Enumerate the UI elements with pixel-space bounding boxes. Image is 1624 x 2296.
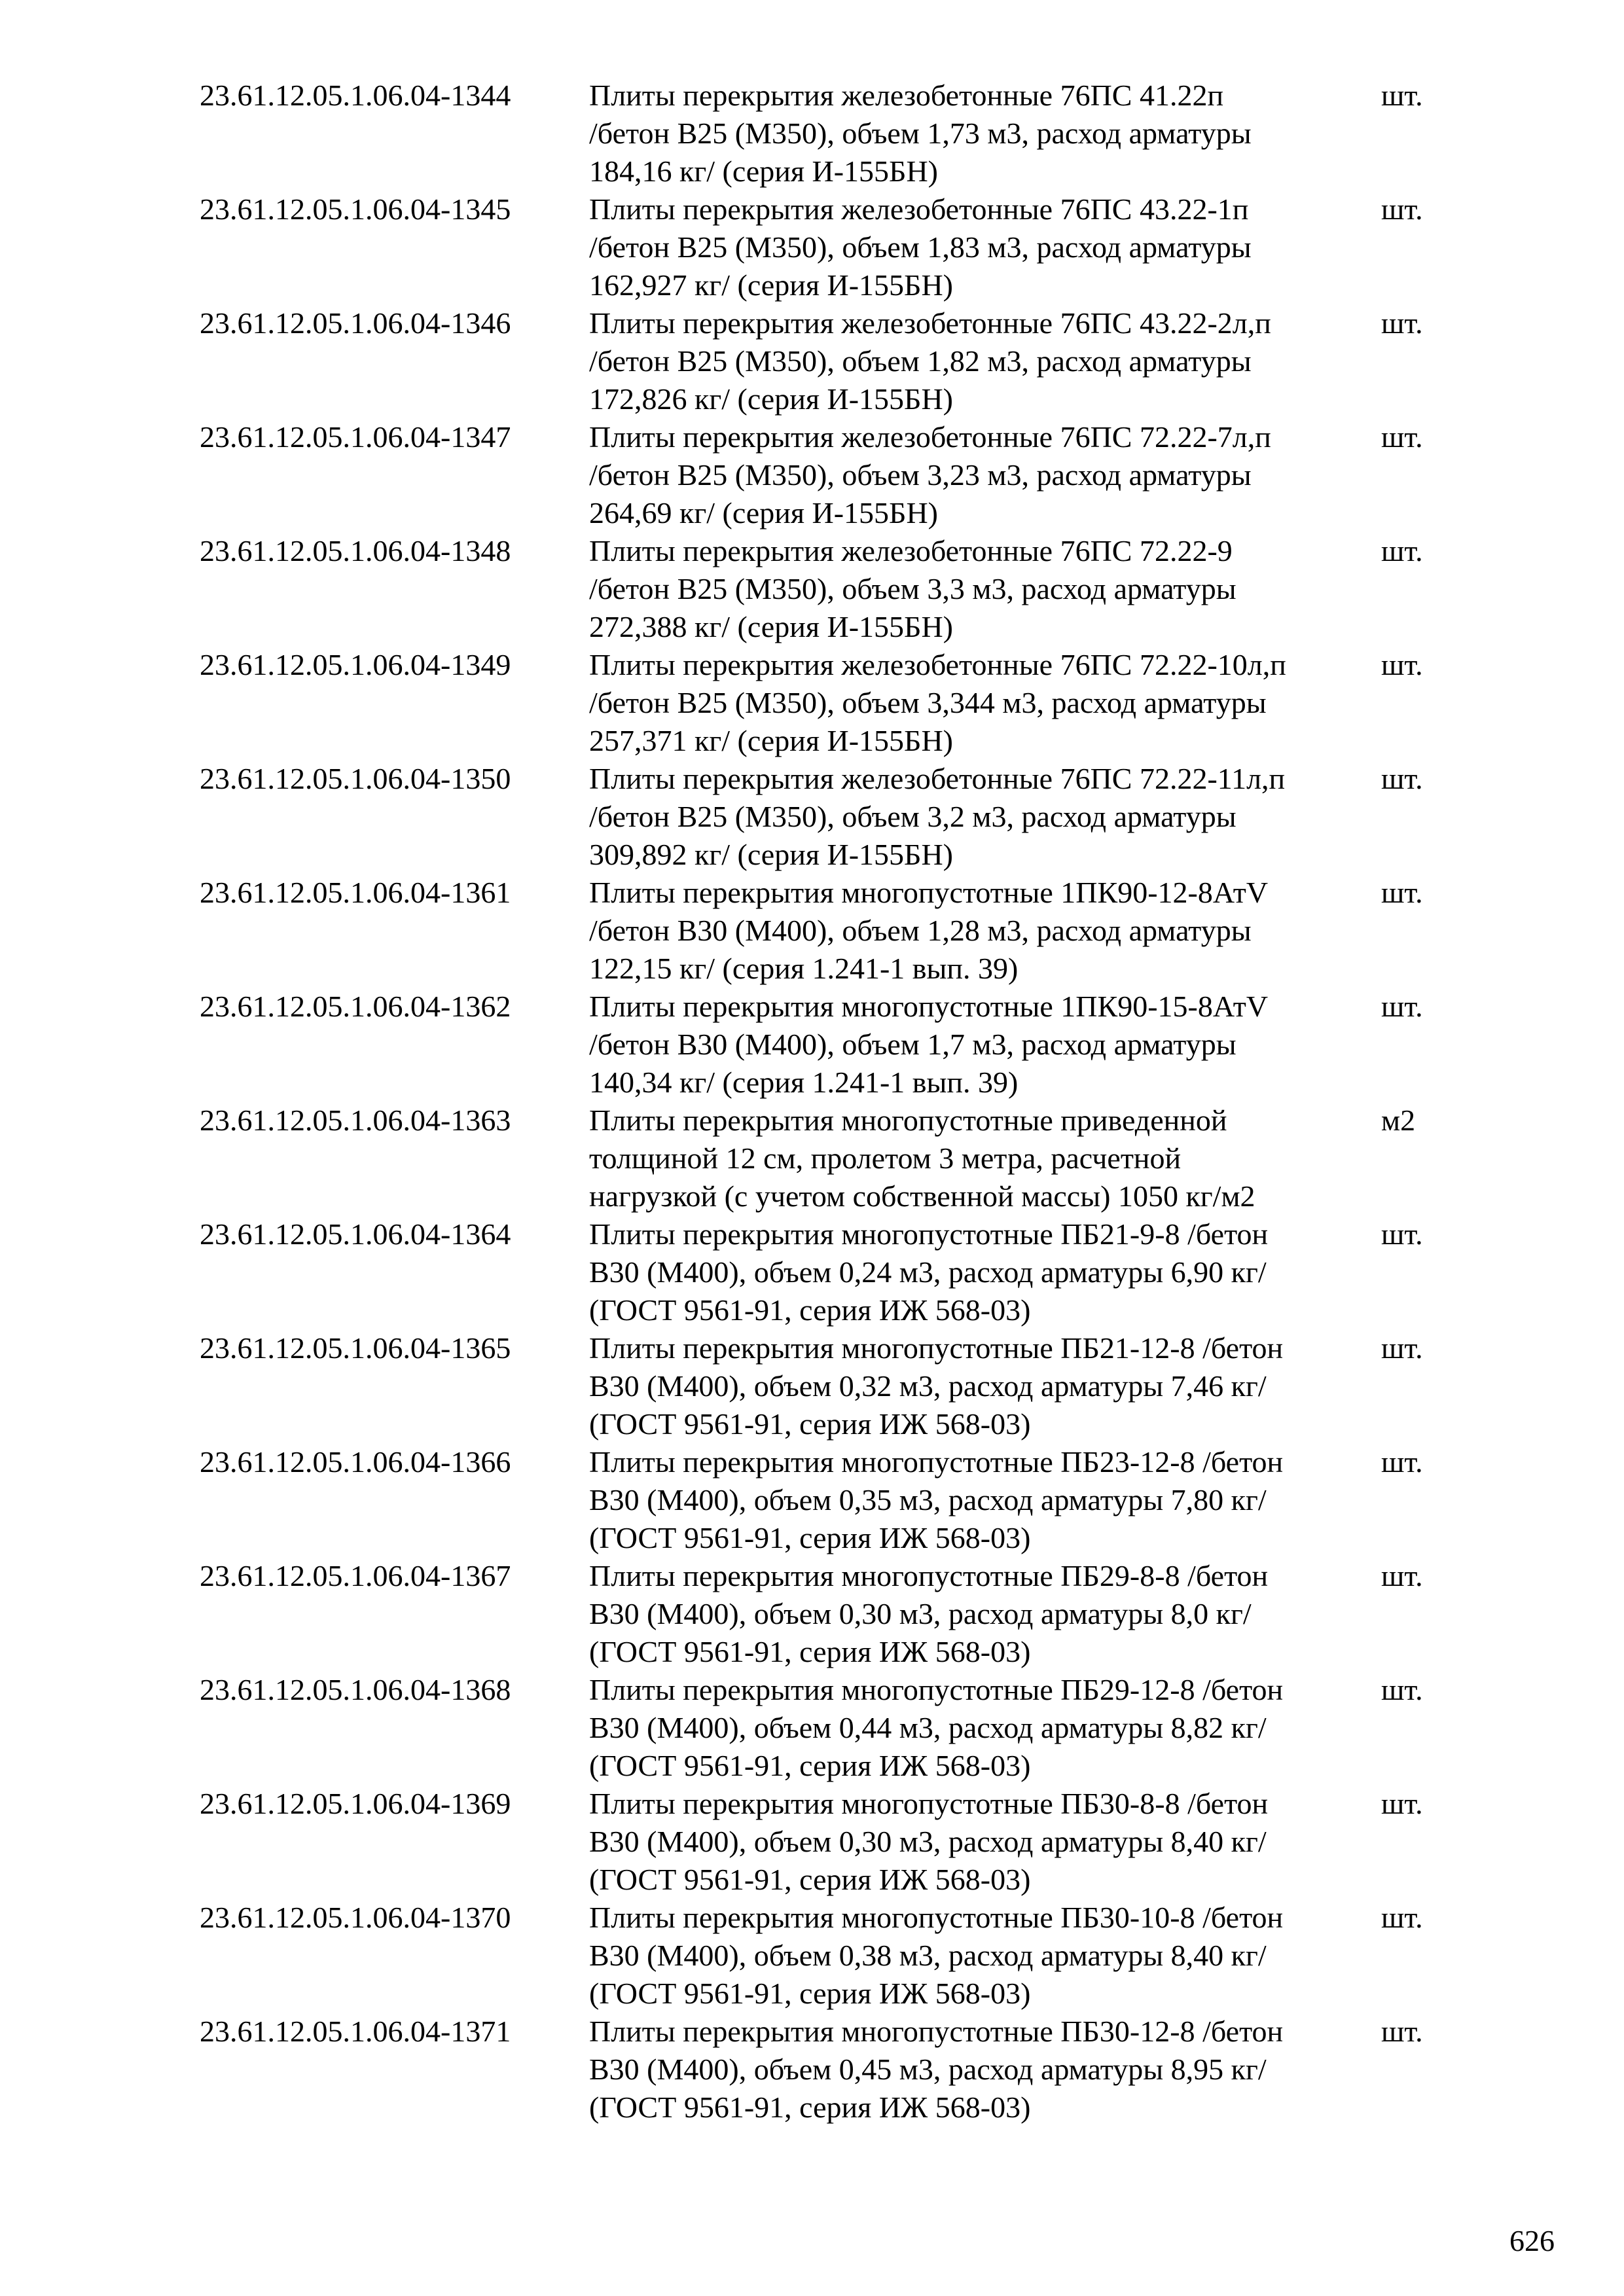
entry-description-line: /бетон В30 (М400), объем 1,7 м3, расход арматуры (589, 1028, 1236, 1061)
entry-description-line: (ГОСТ 9561-91, серия ИЖ 568-03) (589, 2090, 1031, 2124)
entry-description-line: Плиты перекрытия многопустотные ПБ29-8-8 /бетон (589, 1559, 1269, 1592)
entry-unit: шт. (1381, 2015, 1423, 2048)
entry-unit: шт. (1381, 1901, 1423, 1934)
entry-unit: шт. (1381, 1787, 1423, 1820)
entry-description (589, 1671, 1375, 1785)
price-entry (200, 1215, 1443, 1329)
entry-code: 23.61.12.05.1.06.04-1371 (200, 2015, 511, 2048)
price-entry (200, 304, 1443, 418)
entry-description-line: В30 (М400), объем 0,30 м3, расход арматуры 8,0 кг/ (589, 1597, 1252, 1630)
price-entry (200, 1557, 1443, 1671)
entry-code: 23.61.12.05.1.06.04-1350 (200, 762, 511, 795)
entry-description-line: 140,34 кг/ (серия 1.241-1 вып. 39) (589, 1066, 1019, 1099)
entry-description-line: 257,371 кг/ (серия И-155БН) (589, 724, 953, 757)
entry-unit: шт. (1381, 1673, 1423, 1706)
entry-description-line: Плиты перекрытия многопустотные ПБ30-12-8 /бетон (589, 2015, 1284, 2048)
entry-description-line: (ГОСТ 9561-91, серия ИЖ 568-03) (589, 1407, 1031, 1441)
entry-unit: шт. (1381, 79, 1423, 112)
entry-unit: шт. (1381, 876, 1423, 909)
entry-description-line: Плиты перекрытия многопустотные ПБ30-8-8 /бетон (589, 1787, 1269, 1820)
entry-description-line: Плиты перекрытия многопустотные ПБ21-12-8 /бетон (589, 1331, 1284, 1365)
entry-description (589, 1443, 1375, 1557)
entry-code: 23.61.12.05.1.06.04-1366 (200, 1445, 511, 1479)
entry-code: 23.61.12.05.1.06.04-1347 (200, 420, 511, 454)
entry-code: 23.61.12.05.1.06.04-1344 (200, 79, 511, 112)
entry-code: 23.61.12.05.1.06.04-1363 (200, 1103, 511, 1137)
entry-description (589, 1557, 1375, 1671)
entry-description-line: /бетон В25 (М350), объем 3,3 м3, расход арматуры (589, 572, 1236, 605)
entry-description (589, 1785, 1375, 1899)
entry-description-line: /бетон В30 (М400), объем 1,28 м3, расход арматуры (589, 914, 1252, 947)
entry-code: 23.61.12.05.1.06.04-1367 (200, 1559, 511, 1592)
entry-description-line: Плиты перекрытия железобетонные 76ПС 41.22п (589, 79, 1224, 112)
entry-description (589, 2013, 1375, 2126)
entry-description (589, 418, 1375, 532)
entry-description-line: (ГОСТ 9561-91, серия ИЖ 568-03) (589, 1521, 1031, 1554)
entry-description-line: В30 (М400), объем 0,44 м3, расход арматуры 8,82 кг/ (589, 1711, 1267, 1744)
entry-code: 23.61.12.05.1.06.04-1368 (200, 1673, 511, 1706)
entry-unit: шт. (1381, 420, 1423, 454)
entry-description-line: 309,892 кг/ (серия И-155БН) (589, 838, 953, 871)
entry-description-line: (ГОСТ 9561-91, серия ИЖ 568-03) (589, 1293, 1031, 1327)
entry-description-line: /бетон В25 (М350), объем 1,83 м3, расход арматуры (589, 230, 1252, 264)
price-entry (200, 1102, 1443, 1215)
entry-description (589, 532, 1375, 646)
entry-description-line: (ГОСТ 9561-91, серия ИЖ 568-03) (589, 1749, 1031, 1782)
entry-unit: шт. (1381, 1445, 1423, 1479)
entry-description-line: /бетон В25 (М350), объем 1,82 м3, расход арматуры (589, 344, 1252, 378)
entry-description-line: Плиты перекрытия многопустотные ПБ30-10-8 /бетон (589, 1901, 1284, 1934)
entry-description-line: В30 (М400), объем 0,24 м3, расход арматуры 6,90 кг/ (589, 1255, 1267, 1289)
entry-code: 23.61.12.05.1.06.04-1348 (200, 534, 511, 567)
entry-code: 23.61.12.05.1.06.04-1349 (200, 648, 511, 681)
entry-description-line: 122,15 кг/ (серия 1.241-1 вып. 39) (589, 952, 1019, 985)
entry-description-line: /бетон В25 (М350), объем 3,2 м3, расход арматуры (589, 800, 1236, 833)
entry-description-line: В30 (М400), объем 0,45 м3, расход арматуры 8,95 кг/ (589, 2053, 1267, 2086)
entry-description (589, 760, 1375, 874)
page-number: 626 (1509, 2224, 1555, 2257)
entry-code: 23.61.12.05.1.06.04-1346 (200, 306, 511, 340)
entry-description (589, 1329, 1375, 1443)
entry-unit: шт. (1381, 192, 1423, 226)
price-entry (200, 1329, 1443, 1443)
entry-description-line: Плиты перекрытия железобетонные 76ПС 72.22-9 (589, 534, 1233, 567)
entry-description-line: В30 (М400), объем 0,35 м3, расход арматуры 7,80 кг/ (589, 1483, 1267, 1516)
entry-description-line: Плиты перекрытия многопустотные приведенной (589, 1103, 1227, 1137)
entry-description (589, 988, 1375, 1102)
entry-description-line: В30 (М400), объем 0,32 м3, расход арматуры 7,46 кг/ (589, 1369, 1267, 1403)
entry-unit: м2 (1381, 1103, 1416, 1137)
entry-unit: шт. (1381, 648, 1423, 681)
entry-unit: шт. (1381, 1559, 1423, 1592)
entry-code: 23.61.12.05.1.06.04-1361 (200, 876, 511, 909)
entry-unit: шт. (1381, 990, 1423, 1023)
entry-unit: шт. (1381, 1217, 1423, 1251)
price-entry (200, 1899, 1443, 2013)
price-entry (200, 988, 1443, 1102)
entry-description-line: (ГОСТ 9561-91, серия ИЖ 568-03) (589, 1863, 1031, 1896)
entry-description-line: /бетон В25 (М350), объем 3,344 м3, расход арматуры (589, 686, 1267, 719)
price-entry (200, 1671, 1443, 1785)
entry-description (589, 1102, 1375, 1215)
price-entry (200, 190, 1443, 304)
price-entry (200, 418, 1443, 532)
entry-unit: шт. (1381, 534, 1423, 567)
entry-description-line: 272,388 кг/ (серия И-155БН) (589, 610, 953, 643)
entry-code: 23.61.12.05.1.06.04-1369 (200, 1787, 511, 1820)
entry-unit: шт. (1381, 1331, 1423, 1365)
entry-description (589, 304, 1375, 418)
entry-description (589, 874, 1375, 988)
price-entry (200, 646, 1443, 760)
entry-description-line: нагрузкой (с учетом собственной массы) 1050 кг/м2 (589, 1179, 1255, 1213)
entry-code: 23.61.12.05.1.06.04-1365 (200, 1331, 511, 1365)
entry-description-line: 264,69 кг/ (серия И-155БН) (589, 496, 938, 529)
price-entries-list (200, 77, 1443, 2126)
entry-description-line: Плиты перекрытия многопустотные ПБ23-12-8 /бетон (589, 1445, 1284, 1479)
entry-description (589, 77, 1375, 190)
entry-description-line: Плиты перекрытия железобетонные 76ПС 72.22-7л,п (589, 420, 1271, 454)
entry-description-line: Плиты перекрытия железобетонные 76ПС 72.22-11л,п (589, 762, 1286, 795)
entry-description (589, 1899, 1375, 2013)
entry-code: 23.61.12.05.1.06.04-1362 (200, 990, 511, 1023)
entry-code: 23.61.12.05.1.06.04-1345 (200, 192, 511, 226)
entry-unit: шт. (1381, 306, 1423, 340)
entry-description-line: Плиты перекрытия многопустотные 1ПК90-15-8АтV (589, 990, 1269, 1023)
entry-description-line: В30 (М400), объем 0,38 м3, расход арматуры 8,40 кг/ (589, 1939, 1267, 1972)
entry-description-line: В30 (М400), объем 0,30 м3, расход арматуры 8,40 кг/ (589, 1825, 1267, 1858)
price-entry (200, 760, 1443, 874)
price-entry (200, 2013, 1443, 2126)
entry-description-line: /бетон В25 (М350), объем 3,23 м3, расход арматуры (589, 458, 1252, 492)
entry-description (589, 1215, 1375, 1329)
entry-description-line: (ГОСТ 9561-91, серия ИЖ 568-03) (589, 1635, 1031, 1668)
entry-description-line: 184,16 кг/ (серия И-155БН) (589, 154, 938, 188)
entry-description (589, 190, 1375, 304)
entry-code: 23.61.12.05.1.06.04-1364 (200, 1217, 511, 1251)
entry-description-line: 172,826 кг/ (серия И-155БН) (589, 382, 953, 416)
price-entry (200, 77, 1443, 190)
entry-description-line: Плиты перекрытия многопустотные 1ПК90-12-8АтV (589, 876, 1269, 909)
entry-description-line: толщиной 12 см, пролетом 3 метра, расчетной (589, 1141, 1182, 1175)
entry-description-line: 162,927 кг/ (серия И-155БН) (589, 268, 953, 302)
price-entry (200, 1785, 1443, 1899)
price-entry (200, 532, 1443, 646)
entry-description-line: Плиты перекрытия железобетонные 76ПС 43.22-2л,п (589, 306, 1271, 340)
entry-description-line: Плиты перекрытия железобетонные 76ПС 43.22-1п (589, 192, 1249, 226)
entry-description-line: (ГОСТ 9561-91, серия ИЖ 568-03) (589, 1977, 1031, 2010)
price-entry (200, 874, 1443, 988)
entry-description (589, 646, 1375, 760)
entry-description-line: Плиты перекрытия многопустотные ПБ29-12-8 /бетон (589, 1673, 1284, 1706)
entry-description-line: /бетон В25 (М350), объем 1,73 м3, расход арматуры (589, 117, 1252, 150)
entry-description-line: Плиты перекрытия многопустотные ПБ21-9-8 /бетон (589, 1217, 1269, 1251)
entry-unit: шт. (1381, 762, 1423, 795)
entry-description-line: Плиты перекрытия железобетонные 76ПС 72.22-10л,п (589, 648, 1286, 681)
entry-code: 23.61.12.05.1.06.04-1370 (200, 1901, 511, 1934)
price-entry (200, 1443, 1443, 1557)
